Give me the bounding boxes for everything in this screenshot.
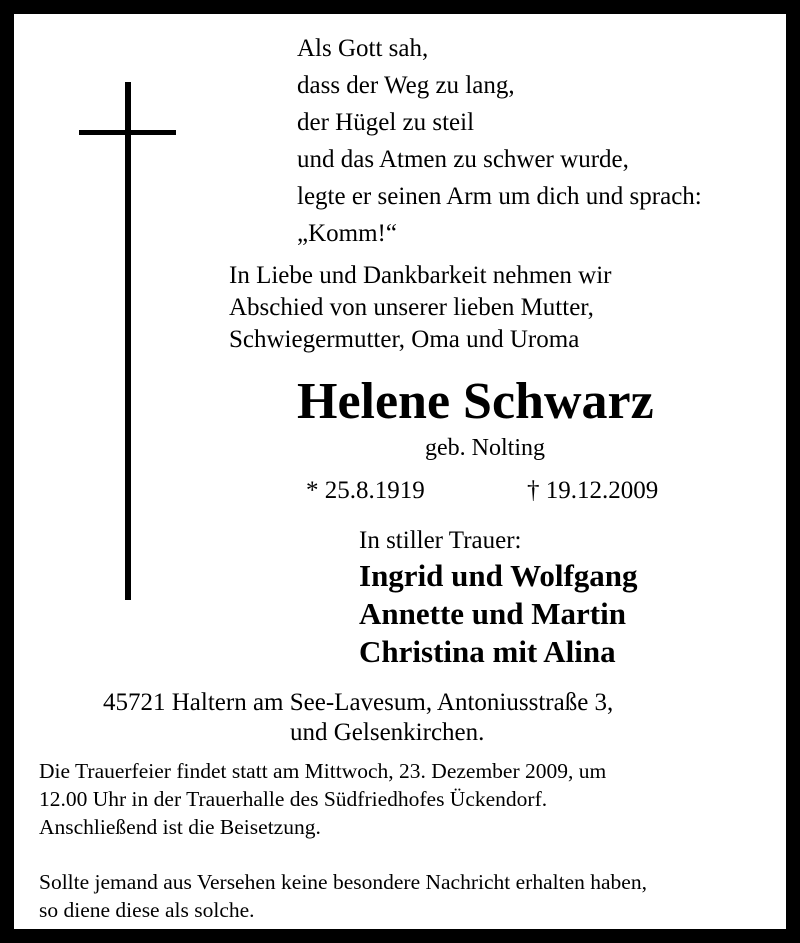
cross-horizontal-bar (79, 130, 176, 135)
deceased-name: Helene Schwarz (297, 373, 654, 430)
mourner-name: Christina mit Alina (359, 634, 616, 669)
intro-line: Schwiegermutter, Oma und Uroma (229, 326, 580, 353)
poem-line: legte er seinen Arm um dich und sprach: (297, 183, 702, 210)
funeral-line: 12.00 Uhr in der Trauerhalle des Südfriedhofes Ückendorf. (39, 787, 548, 811)
poem-line: dass der Weg zu lang, (297, 72, 515, 99)
intro-line: In Liebe und Dankbarkeit nehmen wir (229, 262, 612, 289)
birth-name: geb. Nolting (425, 435, 545, 461)
birth-date: * 25.8.1919 (306, 477, 425, 504)
funeral-info (39, 757, 606, 841)
intro-text (229, 260, 612, 356)
death-date: † 19.12.2009 (527, 477, 659, 504)
mourner-name: Annette und Martin (359, 596, 626, 631)
funeral-line: Anschließend ist die Beisetzung. (39, 815, 321, 839)
notice-line: so diene diese als solche. (39, 898, 255, 922)
poem-line: der Hügel zu steil (297, 109, 475, 136)
poem-line: „Komm!“ (297, 220, 397, 247)
mourners-list (359, 557, 638, 671)
poem (297, 30, 702, 252)
mourners-label: In stiller Trauer: (359, 527, 522, 554)
poem-line: und das Atmen zu schwer wurde, (297, 146, 629, 173)
notice-text (39, 868, 647, 924)
notice-line: Sollte jemand aus Versehen keine besondere Nachricht erhalten haben, (39, 870, 647, 894)
poem-line: Als Gott sah, (297, 35, 429, 62)
address-line-2: und Gelsenkirchen. (290, 719, 485, 746)
intro-line: Abschied von unserer lieben Mutter, (229, 294, 594, 321)
funeral-line: Die Trauerfeier findet statt am Mittwoch, 23. Dezember 2009, um (39, 759, 607, 783)
cross-vertical-bar (125, 82, 131, 600)
mourner-name: Ingrid und Wolfgang (359, 558, 638, 593)
address-line-1: 45721 Haltern am See-Lavesum, Antoniusstraße 3, (103, 689, 614, 716)
